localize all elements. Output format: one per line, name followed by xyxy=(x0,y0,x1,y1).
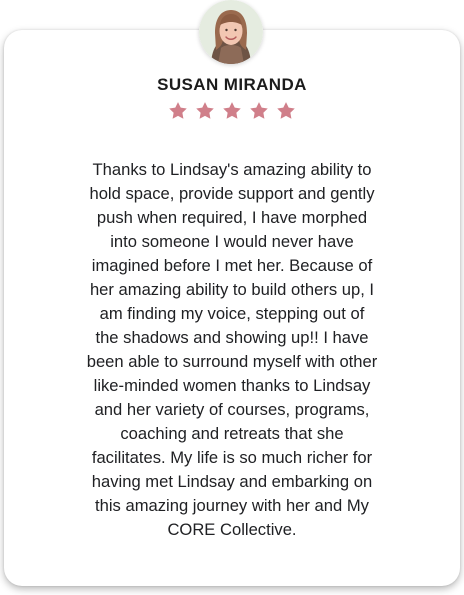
testimonial-text: Thanks to Lindsay's amazing ability to hold space, provide support and gently push when required, I have morphed into someone I would never have imagined before I met her. Because of her amazing ability to build others up, I am finding my voice, stepping out of the shadows and showing up!! I have been able to surround myself with other like-minded women thanks to Lindsay and her variety of courses, programs, coaching and retreats that she facilitates. My life is so much richer for having met Lindsay and embarking on this amazing journey with her and My CORE Collective. xyxy=(86,160,378,539)
avatar xyxy=(199,0,263,64)
star-rating xyxy=(0,100,464,122)
star-icon xyxy=(248,100,270,122)
star-icon xyxy=(167,100,189,122)
reviewer-name: SUSAN MIRANDA xyxy=(157,75,307,94)
star-icon xyxy=(221,100,243,122)
star-icon xyxy=(275,100,297,122)
star-icon xyxy=(194,100,216,122)
